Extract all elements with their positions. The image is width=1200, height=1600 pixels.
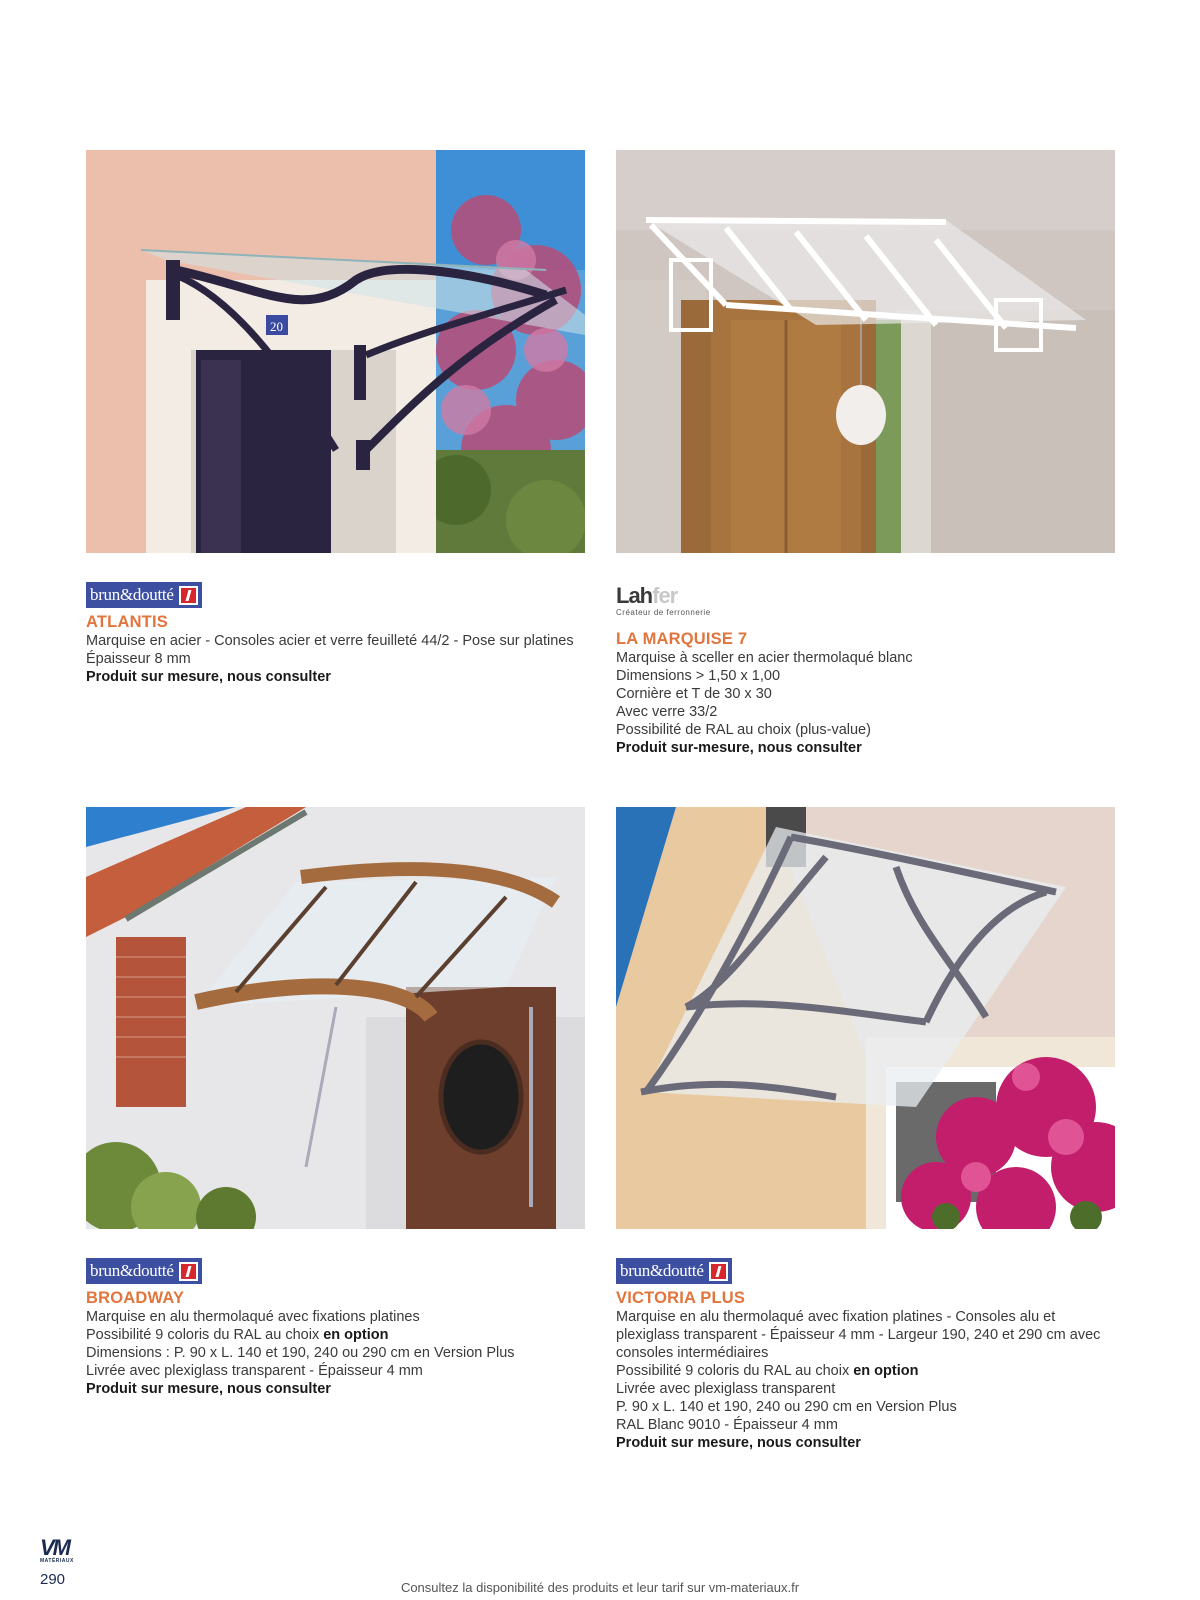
product-victoria-plus	[616, 1258, 1116, 1452]
product-note: Produit sur mesure, nous consulter	[616, 1435, 861, 1451]
brand-name: brun&doutté	[90, 1261, 174, 1280]
page-number: 290	[40, 1571, 66, 1588]
product-title: BROADWAY	[86, 1289, 185, 1307]
product-broadway	[86, 1258, 586, 1398]
product-la-marquise-7	[616, 584, 1116, 757]
product-desc-line: Marquise en alu thermolaqué avec fixations platines	[86, 1309, 420, 1325]
product-title: VICTORIA PLUS	[616, 1289, 746, 1307]
product-desc-line: Épaisseur 8 mm	[86, 651, 191, 667]
brun-doutte-logo	[86, 1258, 202, 1284]
vm-logo-subtext: MATÉRIAUX	[40, 1558, 74, 1564]
product-desc-line: Livrée avec plexiglass transparent - Épaisseur 4 mm	[86, 1363, 423, 1379]
footer-text: Consultez la disponibilité des produits et leur tarif sur vm-materiaux.fr	[400, 1580, 800, 1595]
product-title: ATLANTIS	[86, 613, 168, 631]
option-text: en option	[323, 1327, 389, 1343]
product-desc-line: RAL Blanc 9010 - Épaisseur 4 mm	[616, 1417, 838, 1433]
product-desc-line: Possibilité de RAL au choix (plus-value)	[616, 722, 871, 738]
product-title: LA MARQUISE 7	[616, 630, 748, 648]
brand-name-part2: fer	[652, 583, 678, 608]
la-marquise-7-photo	[616, 150, 1115, 553]
product-desc-line: Avec verre 33/2	[616, 704, 718, 720]
product-note: Produit sur mesure, nous consulter	[86, 1381, 331, 1397]
house-number-plate: 20	[270, 319, 283, 334]
lahfer-logo	[616, 584, 1116, 624]
victoria-plus-photo	[616, 807, 1115, 1229]
brand-tagline: Créateur de ferronnerie	[616, 608, 711, 617]
product-desc-line: consoles intermédiaires	[616, 1345, 769, 1361]
product-desc-line: Cornière et T de 30 x 30	[616, 686, 772, 702]
product-desc-line: plexiglass transparent - Épaisseur 4 mm - Largeur 190, 240 et 290 cm avec	[616, 1327, 1101, 1343]
product-desc-line: Possibilité 9 coloris du RAL au choix en option	[616, 1363, 919, 1379]
brand-name: brun&doutté	[620, 1261, 704, 1280]
product-desc-line: Dimensions > 1,50 x 1,00	[616, 668, 781, 684]
product-desc-line: P. 90 x L. 140 et 190, 240 ou 290 cm en Version Plus	[616, 1399, 957, 1415]
product-desc-line: Dimensions : P. 90 x L. 140 et 190, 240 ou 290 cm en Version Plus	[86, 1345, 515, 1361]
product-desc-line: Livrée avec plexiglass transparent	[616, 1381, 836, 1397]
brand-name-part1: Lah	[616, 583, 653, 608]
broadway-photo	[86, 807, 585, 1229]
product-desc-line: Marquise en alu thermolaqué avec fixation platines - Consoles alu et	[616, 1309, 1056, 1325]
product-desc-line: Marquise à sceller en acier thermolaqué blanc	[616, 650, 913, 666]
vm-logo-text: VM	[40, 1535, 69, 1560]
brand-mark-icon	[179, 1262, 198, 1281]
product-note: Produit sur mesure, nous consulter	[86, 669, 331, 685]
vm-materiaux-logo	[40, 1535, 74, 1564]
product-atlantis	[86, 582, 586, 686]
product-desc-line: Marquise en acier - Consoles acier et verre feuilleté 44/2 - Pose sur platines	[86, 633, 574, 649]
option-text: en option	[853, 1363, 919, 1379]
brand-mark-icon	[709, 1262, 728, 1281]
product-desc-line: Possibilité 9 coloris du RAL au choix en option	[86, 1327, 389, 1343]
product-note: Produit sur-mesure, nous consulter	[616, 740, 862, 756]
brun-doutte-logo	[616, 1258, 732, 1284]
brand-name: brun&doutté	[90, 585, 174, 604]
brun-doutte-logo	[86, 582, 202, 608]
atlantis-photo	[86, 150, 585, 553]
brand-mark-icon	[179, 586, 198, 605]
